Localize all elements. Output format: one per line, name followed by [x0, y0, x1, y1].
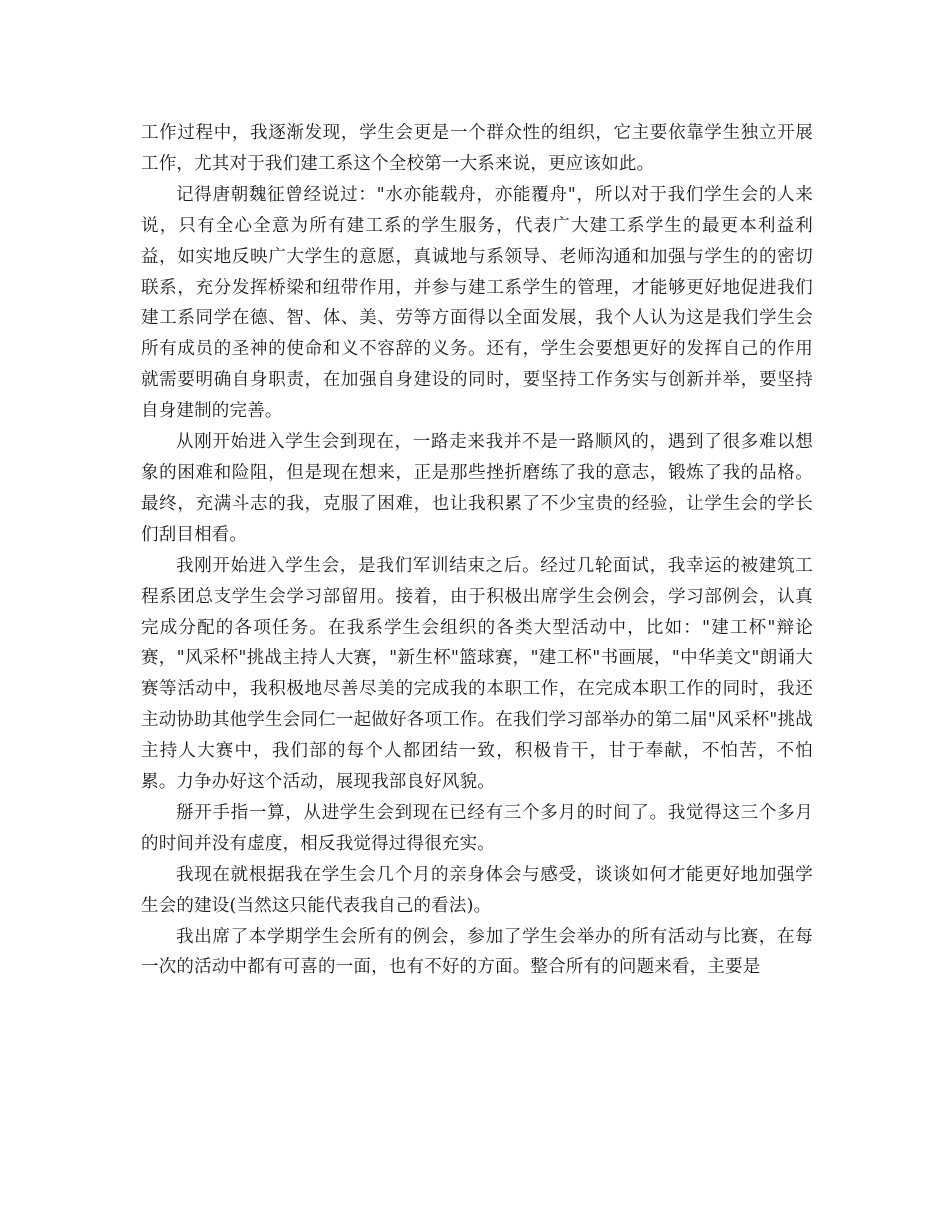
- paragraph-2: 记得唐朝魏征曾经说过："水亦能载舟，亦能覆舟"，所以对于我们学生会的人来说，只有全心全意为所有建工系的学生服务，代表广大建工系学生的最更本利益利益，如实地反映广大学生的意愿，真诚地与系领导、老师沟通和加强与学生的的密切联系，充分发挥桥梁和纽带作用，并参与建工系学生的管理，才能够更好地促进我们建工系同学在德、智、体、美、劳等方面得以全面发展，我个人认为这是我们学生会所有成员的圣神的使命和义不容辞的义务。还有，学生会要想更好的发挥自己的作用就需要明确自身职责，在加强自身建设的同时，要坚持工作务实与创新并举，要坚持自身建制的完善。: [141, 184, 813, 422]
- paragraph-6: 我现在就根据我在学生会几个月的亲身体会与感受，谈谈如何才能更好地加强学生会的建设(当然这只能代表我自己的看法)。: [141, 864, 813, 916]
- paragraph-1: 工作过程中，我逐渐发现，学生会更是一个群众性的组织，它主要依靠学生独立开展工作，尤其对于我们建工系这个全校第一大系来说，更应该如此。: [141, 123, 813, 174]
- paragraph-7: 我出席了本学期学生会所有的例会，参加了学生会举办的所有活动与比赛，在每一次的活动中都有可喜的一面，也有不好的方面。整合所有的问题来看，主要是: [141, 926, 813, 978]
- paragraph-5: 掰开手指一算，从进学生会到现在已经有三个多月的时间了。我觉得这三个多月的时间并没有虚度，相反我觉得过得很充实。: [141, 802, 813, 854]
- document-page: [141, 118, 813, 983]
- paragraph-4: 我刚开始进入学生会，是我们军训结束之后。经过几轮面试，我幸运的被建筑工程系团总支学生会学习部留用。接着，由于积极出席学生会例会，学习部例会，认真完成分配的各项任务。在我系学生会组织的各类大型活动中，比如："建工杯"辩论赛，"风采杯"挑战主持人大赛，"新生杯"篮球赛，"建工杯"书画展，"中华美文"朗诵大赛等活动中，我积极地尽善尽美的完成我的本职工作，在完成本职工作的同时，我还主动协助其他学生会同仁一起做好各项工作。在我们学习部举办的第二届"风采杯"挑战主持人大赛中，我们部的每个人都团结一致，积极肯干，甘于奉献，不怕苦，不怕累。力争办好这个活动，展现我部良好风貌。: [141, 555, 813, 793]
- paragraph-3: 从刚开始进入学生会到现在，一路走来我并不是一路顺风的，遇到了很多难以想象的困难和险阻，但是现在想来，正是那些挫折磨练了我的意志，锻炼了我的品格。最终，充满斗志的我，克服了困难，也让我积累了不少宝贵的经验，让学生会的学长们刮目相看。: [141, 432, 813, 545]
